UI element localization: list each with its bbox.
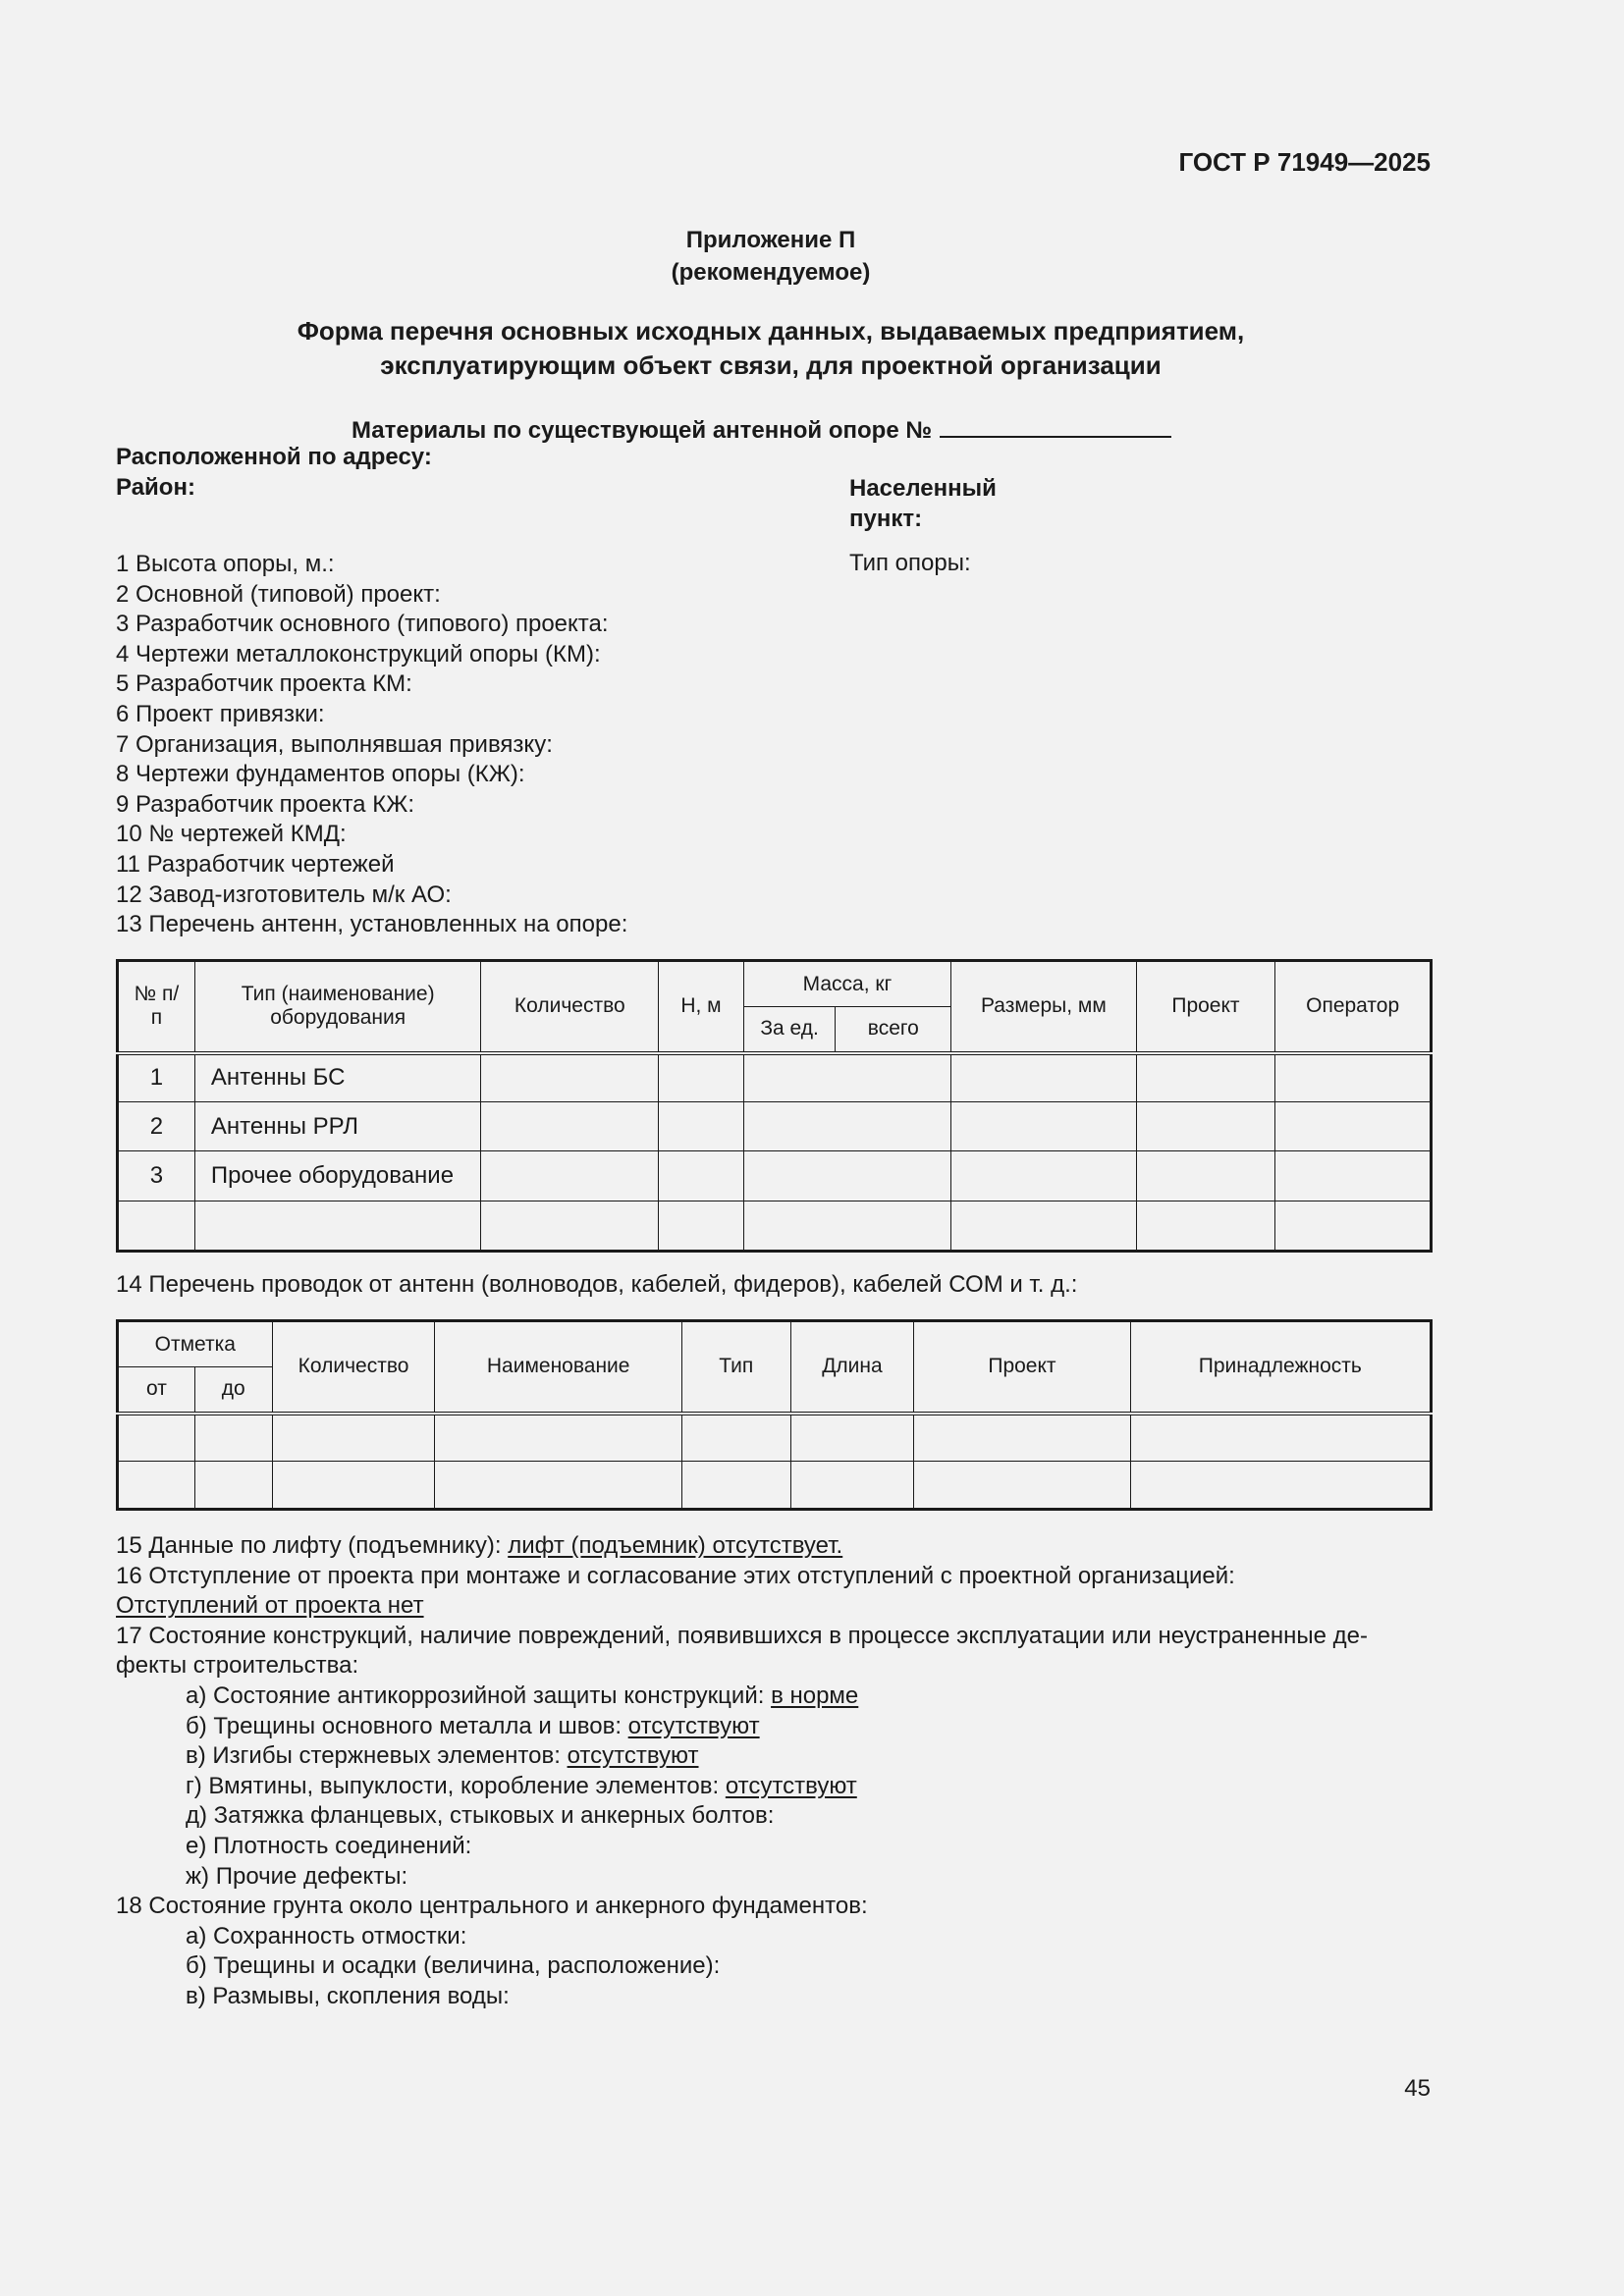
list-item: 11 Разработчик чертежей [116, 850, 395, 878]
list-item: 6 Проект привязки: [116, 700, 325, 727]
header-quantity: Количество [272, 1321, 435, 1414]
item-value: лифт (подъемник) отсутствует. [508, 1532, 843, 1559]
table-row [118, 1414, 1432, 1462]
document-code: ГОСТ Р 71949—2025 [1178, 147, 1431, 177]
header-from: от [118, 1367, 195, 1414]
cell-size [951, 1201, 1137, 1252]
cell-quantity [481, 1201, 659, 1252]
item-label: а) Состояние антикоррозийной защиты конструкций: [186, 1682, 772, 1709]
item-label: 15 Данные по лифту (подъемнику): [116, 1532, 509, 1559]
list-item: 8 Чертежи фундаментов опоры (КЖ): [116, 761, 525, 788]
form-title-line-1: Форма перечня основных исходных данных, выдаваемых предприятием, [297, 316, 1245, 346]
list-item: е) Плотность соединений: [186, 1832, 472, 1859]
list-item: 10 № чертежей КМД: [116, 821, 347, 848]
appendix-status: (рекомендуемое) [671, 259, 871, 286]
cell-type [681, 1414, 790, 1462]
support-type-label: Тип опоры: [849, 550, 971, 576]
list-item: 9 Разработчик проекта КЖ: [116, 790, 414, 818]
antenna-table [116, 959, 1433, 1253]
cell-project [914, 1414, 1130, 1462]
cell-height [659, 1053, 744, 1102]
cell-height [659, 1151, 744, 1201]
header-mark: Отметка [118, 1321, 273, 1367]
list-item [116, 1741, 1433, 1772]
cell-to [194, 1462, 272, 1510]
condition-list [116, 1531, 1433, 2012]
district-label: Район: [116, 474, 195, 501]
cell-size [951, 1053, 1137, 1102]
appendix-heading [0, 224, 1542, 289]
list-item: 16 Отступление от проекта при монтаже и согласование этих отступлений с проектной организацией: [116, 1562, 1235, 1589]
header-num: № п/п [118, 961, 195, 1053]
list-item: 7 Организация, выполнявшая привязку: [116, 730, 553, 758]
table-row [118, 1151, 1432, 1201]
list-item: 2 Основной (типовой) проект: [116, 580, 441, 608]
list-item: 12 Завод-изготовитель м/к АО: [116, 881, 452, 908]
row-type: Антенны РРЛ [194, 1102, 481, 1151]
header-height: Н, м [659, 961, 744, 1053]
list-item: 14 Перечень проводок от антенн (волноводов, кабелей, фидеров), кабелей СОМ и т. д.: [116, 1271, 1078, 1298]
header-quantity: Количество [481, 961, 659, 1053]
item-label: в) Изгибы стержневых элементов: [186, 1742, 568, 1770]
form-title [0, 314, 1542, 383]
header-project: Проект [914, 1321, 1130, 1414]
list-item: 17 Состояние конструкций, наличие повреждений, появившихся в процессе эксплуатации или неустраненные де- [116, 1622, 1368, 1649]
header-mass-total: всего [836, 1007, 951, 1053]
cell-owner [1130, 1462, 1431, 1510]
header-name: Наименование [435, 1321, 682, 1414]
table-row [118, 1053, 1432, 1102]
header-mass-unit: За ед. [743, 1007, 836, 1053]
item-value: в норме [771, 1682, 859, 1709]
form-title-line-2: эксплуатирующим объект связи, для проектной организации [380, 350, 1162, 380]
list-item: в) Размывы, скопления воды: [186, 1982, 510, 2009]
cell-height [659, 1201, 744, 1252]
list-item: б) Трещины и осадки (величина, расположение): [186, 1952, 721, 1980]
list-item: ж) Прочие дефекты: [186, 1862, 408, 1890]
materials-heading [352, 414, 1171, 445]
cell-size [951, 1151, 1137, 1201]
cell-project [1136, 1151, 1275, 1201]
list-item: 3 Разработчик основного (типового) проекта: [116, 611, 609, 638]
cell-quantity [481, 1053, 659, 1102]
cell-num [118, 1201, 195, 1252]
item-label: г) Вмятины, выпуклости, коробление элементов: [186, 1772, 726, 1799]
list-item: 18 Состояние грунта около центрального и анкерного фундаментов: [116, 1893, 868, 1920]
cell-mass [743, 1151, 950, 1201]
header-length: Длина [790, 1321, 914, 1414]
list-item: д) Затяжка фланцевых, стыковых и анкерных болтов: [186, 1802, 775, 1830]
cell-from [118, 1414, 195, 1462]
cell-to [194, 1414, 272, 1462]
row-num: 3 [118, 1151, 195, 1201]
table-row [118, 1201, 1432, 1252]
cell-quantity [272, 1414, 435, 1462]
cell-operator [1275, 1102, 1432, 1151]
header-type: Тип [681, 1321, 790, 1414]
cell-mass [743, 1053, 950, 1102]
item-value: отсутствуют [567, 1742, 699, 1770]
header-mass: Масса, кг [743, 961, 950, 1007]
cell-mass [743, 1102, 950, 1151]
row-num: 2 [118, 1102, 195, 1151]
list-item [116, 1591, 1433, 1622]
list-item [116, 1531, 1433, 1562]
cell-type [194, 1201, 481, 1252]
cell-project [1136, 1053, 1275, 1102]
support-number-blank [940, 414, 1171, 438]
list-item [116, 1772, 1433, 1802]
cell-length [790, 1462, 914, 1510]
cell-type [681, 1462, 790, 1510]
cell-length [790, 1414, 914, 1462]
header-equipment-type: Тип (наименование) оборудования [194, 961, 481, 1053]
settlement-label-line-1: Населенный [849, 475, 997, 502]
header-to: до [194, 1367, 272, 1414]
cell-mass [743, 1201, 950, 1252]
table-row [118, 1462, 1432, 1510]
header-size: Размеры, мм [951, 961, 1137, 1053]
cell-from [118, 1462, 195, 1510]
cell-quantity [272, 1462, 435, 1510]
cell-name [435, 1414, 682, 1462]
list-item: 13 Перечень антенн, установленных на опоре: [116, 911, 628, 938]
item-label: б) Трещины основного металла и швов: [186, 1712, 628, 1739]
cell-quantity [481, 1151, 659, 1201]
item-value: отсутствуют [627, 1712, 760, 1739]
cell-quantity [481, 1102, 659, 1151]
cell-project [914, 1462, 1130, 1510]
list-item [116, 1712, 1433, 1742]
cell-owner [1130, 1414, 1431, 1462]
materials-label: Материалы по существующей антенной опоре № [352, 417, 933, 444]
cell-project [1136, 1102, 1275, 1151]
cell-height [659, 1102, 744, 1151]
address-label: Расположенной по адресу: [116, 444, 432, 470]
settlement-label [849, 474, 997, 534]
list-item: а) Сохранность отмостки: [186, 1922, 467, 1949]
header-project: Проект [1136, 961, 1275, 1053]
list-item [116, 1682, 1433, 1712]
cell-operator [1275, 1151, 1432, 1201]
item-value: Отступлений от проекта нет [116, 1592, 424, 1620]
appendix-title: Приложение П [685, 227, 856, 253]
list-item: фекты строительства: [116, 1652, 359, 1680]
cable-table [116, 1319, 1433, 1511]
list-item: 1 Высота опоры, м.: [116, 551, 335, 577]
list-item: 4 Чертежи металлоконструкций опоры (КМ): [116, 640, 601, 667]
settlement-label-line-2: пункт: [849, 505, 923, 532]
row-type: Антенны БС [194, 1053, 481, 1102]
item-value: отсутствуют [725, 1772, 857, 1799]
row-type: Прочее оборудование [194, 1151, 481, 1201]
header-owner: Принадлежность [1130, 1321, 1431, 1414]
row-num: 1 [118, 1053, 195, 1102]
page-number: 45 [1404, 2075, 1431, 2102]
cell-operator [1275, 1053, 1432, 1102]
cell-size [951, 1102, 1137, 1151]
cell-operator [1275, 1201, 1432, 1252]
cell-name [435, 1462, 682, 1510]
table-row [118, 1102, 1432, 1151]
support-data-list [116, 550, 627, 940]
list-item: 5 Разработчик проекта КМ: [116, 670, 412, 698]
header-operator: Оператор [1275, 961, 1432, 1053]
cell-project [1136, 1201, 1275, 1252]
